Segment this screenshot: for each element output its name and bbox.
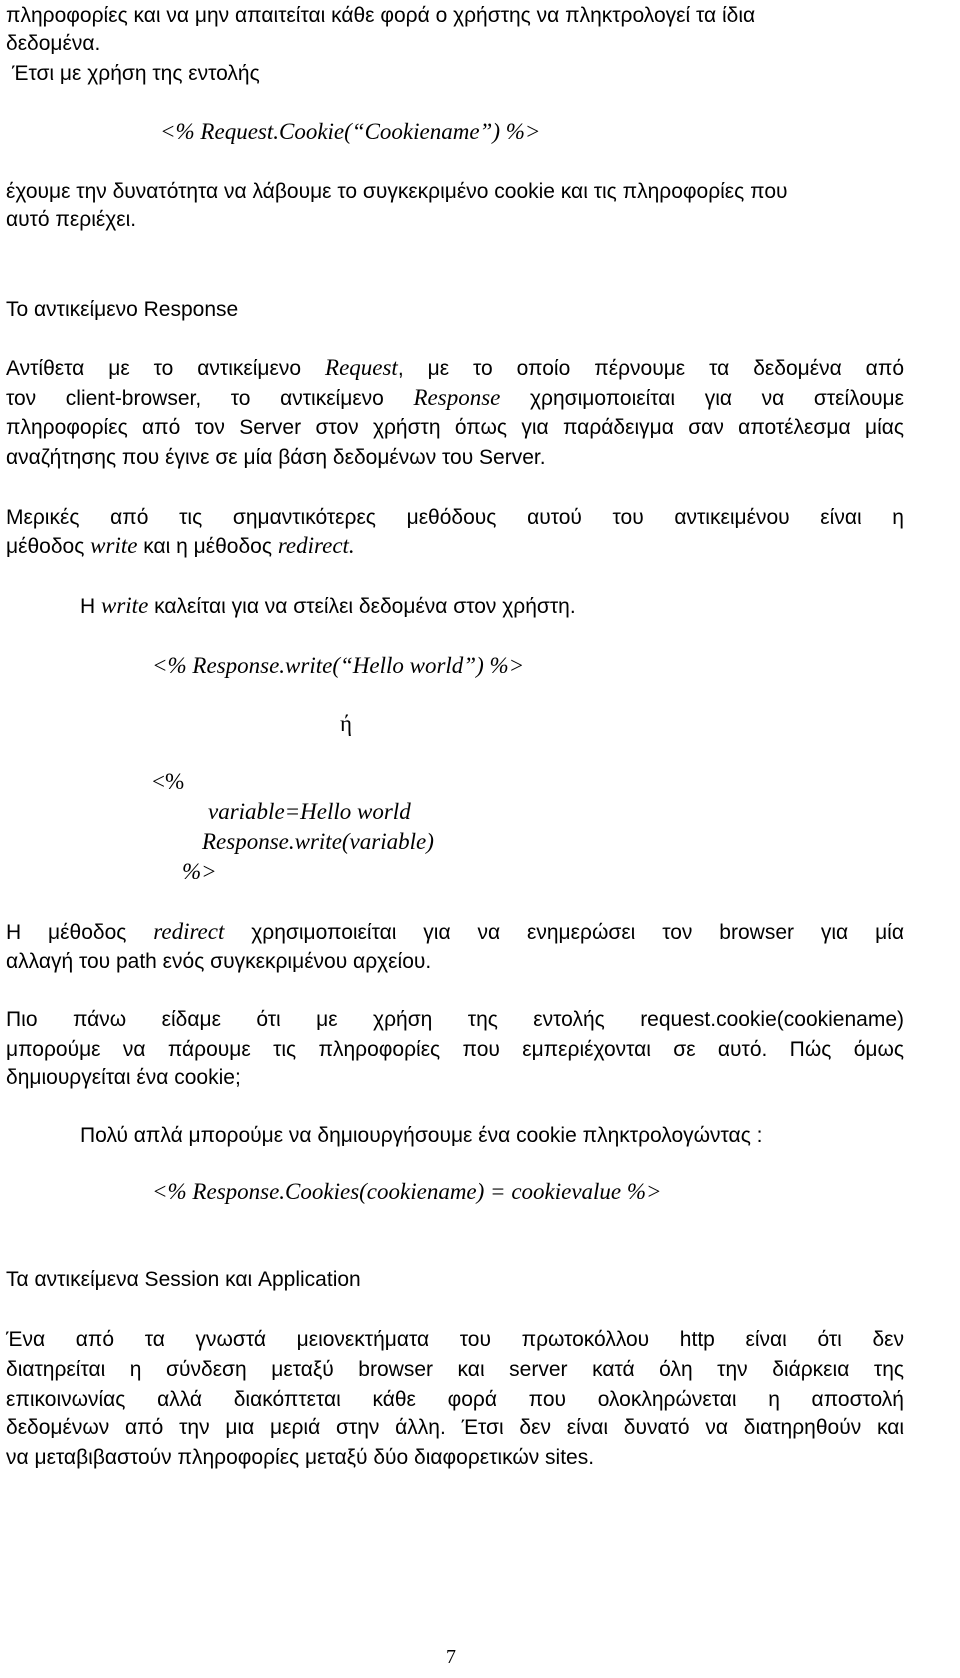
text-span: μέθοδος [6,535,91,558]
intro-line-1: πληροφορίες και να μην απαιτείται κάθε φορά ο χρήστης να πληκτρολογεί τα ίδια [6,4,756,27]
text-span: Η μέθοδος [6,921,154,944]
response-p4-line-1 [6,918,904,947]
response-p2-line-2 [6,532,355,561]
code-block-write: Response.write(variable) [202,829,434,854]
response-p5-line-1: Πιο πάνω είδαμε ότι με χρήση της εντολής request.cookie(cookiename) [6,1008,904,1031]
text-span: χρησιμοποιείται για να ενημερώσει τον browser για μία [224,921,904,944]
code-response-cookies: <% Response.Cookies(cookiename) = cookievalue %> [152,1179,662,1204]
code-request-cookie: <% Request.Cookie(“Cookiename”) %> [160,119,541,144]
text-span: Η [80,595,101,618]
intro-line-4: έχουμε την δυνατότητα να λάβουμε το συγκεκριμένο cookie και τις πληροφορίες που [6,180,788,203]
response-p4-line-2: αλλαγή του path ενός συγκεκριμένου αρχείου. [6,950,432,973]
text-span: , με το οποίο πέρνουμε τα δεδομένα από [397,357,904,380]
response-p3 [80,592,576,621]
heading-session-application: Τα αντικείμενα Session και Application [6,1268,361,1291]
term-redirect: redirect. [277,533,355,558]
response-p1-line-1 [6,354,904,383]
session-line-5: να μεταβιβαστούν πληροφορίες μεταξύ δύο διαφορετικών sites. [6,1446,595,1469]
intro-line-3: Έτσι με χρήση της εντολής [12,62,260,85]
text-span: καλείται για να στείλει δεδομένα στον χρήστη. [148,595,576,618]
response-p6: Πολύ απλά μπορούμε να δημιουργήσουμε ένα cookie πληκτρολογώντας : [80,1124,763,1147]
text-span: και η μέθοδος [137,535,278,558]
session-line-1: Ένα από τα γνωστά μειονεκτήματα του πρωτοκόλλου http είναι ότι δεν [6,1328,904,1351]
text-span: χρησιμοποιείται για να στείλουμε [500,387,904,410]
term-redirect: redirect [153,919,225,944]
text-span: Αντίθετα με το αντικείμενο [6,357,326,380]
code-block-close: %> [182,859,217,884]
response-p1-line-3: πληροφορίες από τον Server στον χρήστη όπως για παράδειγμα σαν αποτέλεσμα μίας [6,416,904,439]
session-line-2: διατηρείται η σύνδεση μεταξύ browser και server κατά όλη την διάρκεια της [6,1358,904,1381]
term-write: write [90,533,138,558]
response-p1-line-4: αναζήτησης που έγινε σε μία βάση δεδομένων του Server. [6,446,546,469]
response-p5-line-2: μπορούμε να πάρουμε τις πληροφορίες που εμπεριέχονται σε αυτό. Πώς όμως [6,1038,904,1061]
response-p1-line-2 [6,384,904,413]
term-request: Request [325,355,398,380]
term-write: write [101,593,149,618]
session-line-4: δεδομένων από την μια μεριά στην άλλη. Έτσι δεν είναι δυνατό να διατηρηθούν και [6,1416,904,1439]
intro-line-2: δεδομένα. [6,32,101,55]
or-separator: ή [340,711,353,736]
code-block-open: <% [152,769,185,794]
response-p5-line-3: δημιουργείται ένα cookie; [6,1066,241,1089]
code-response-write: <% Response.write(“Hello world”) %> [152,653,525,678]
page-number: 7 [446,1646,456,1668]
text-span: τον client-browser, το αντικείμενο [6,387,414,410]
term-response: Response [413,385,501,410]
response-p2-line-1: Μερικές από τις σημαντικότερες μεθόδους αυτού του αντικειμένου είναι η [6,506,904,529]
intro-line-5: αυτό περιέχει. [6,208,137,231]
code-block-variable: variable=Hello world [208,799,411,824]
session-line-3: επικοινωνίας αλλά διακόπτεται κάθε φορά που ολοκληρώνεται η αποστολή [6,1388,904,1411]
heading-response: Το αντικείμενο Response [6,298,239,321]
